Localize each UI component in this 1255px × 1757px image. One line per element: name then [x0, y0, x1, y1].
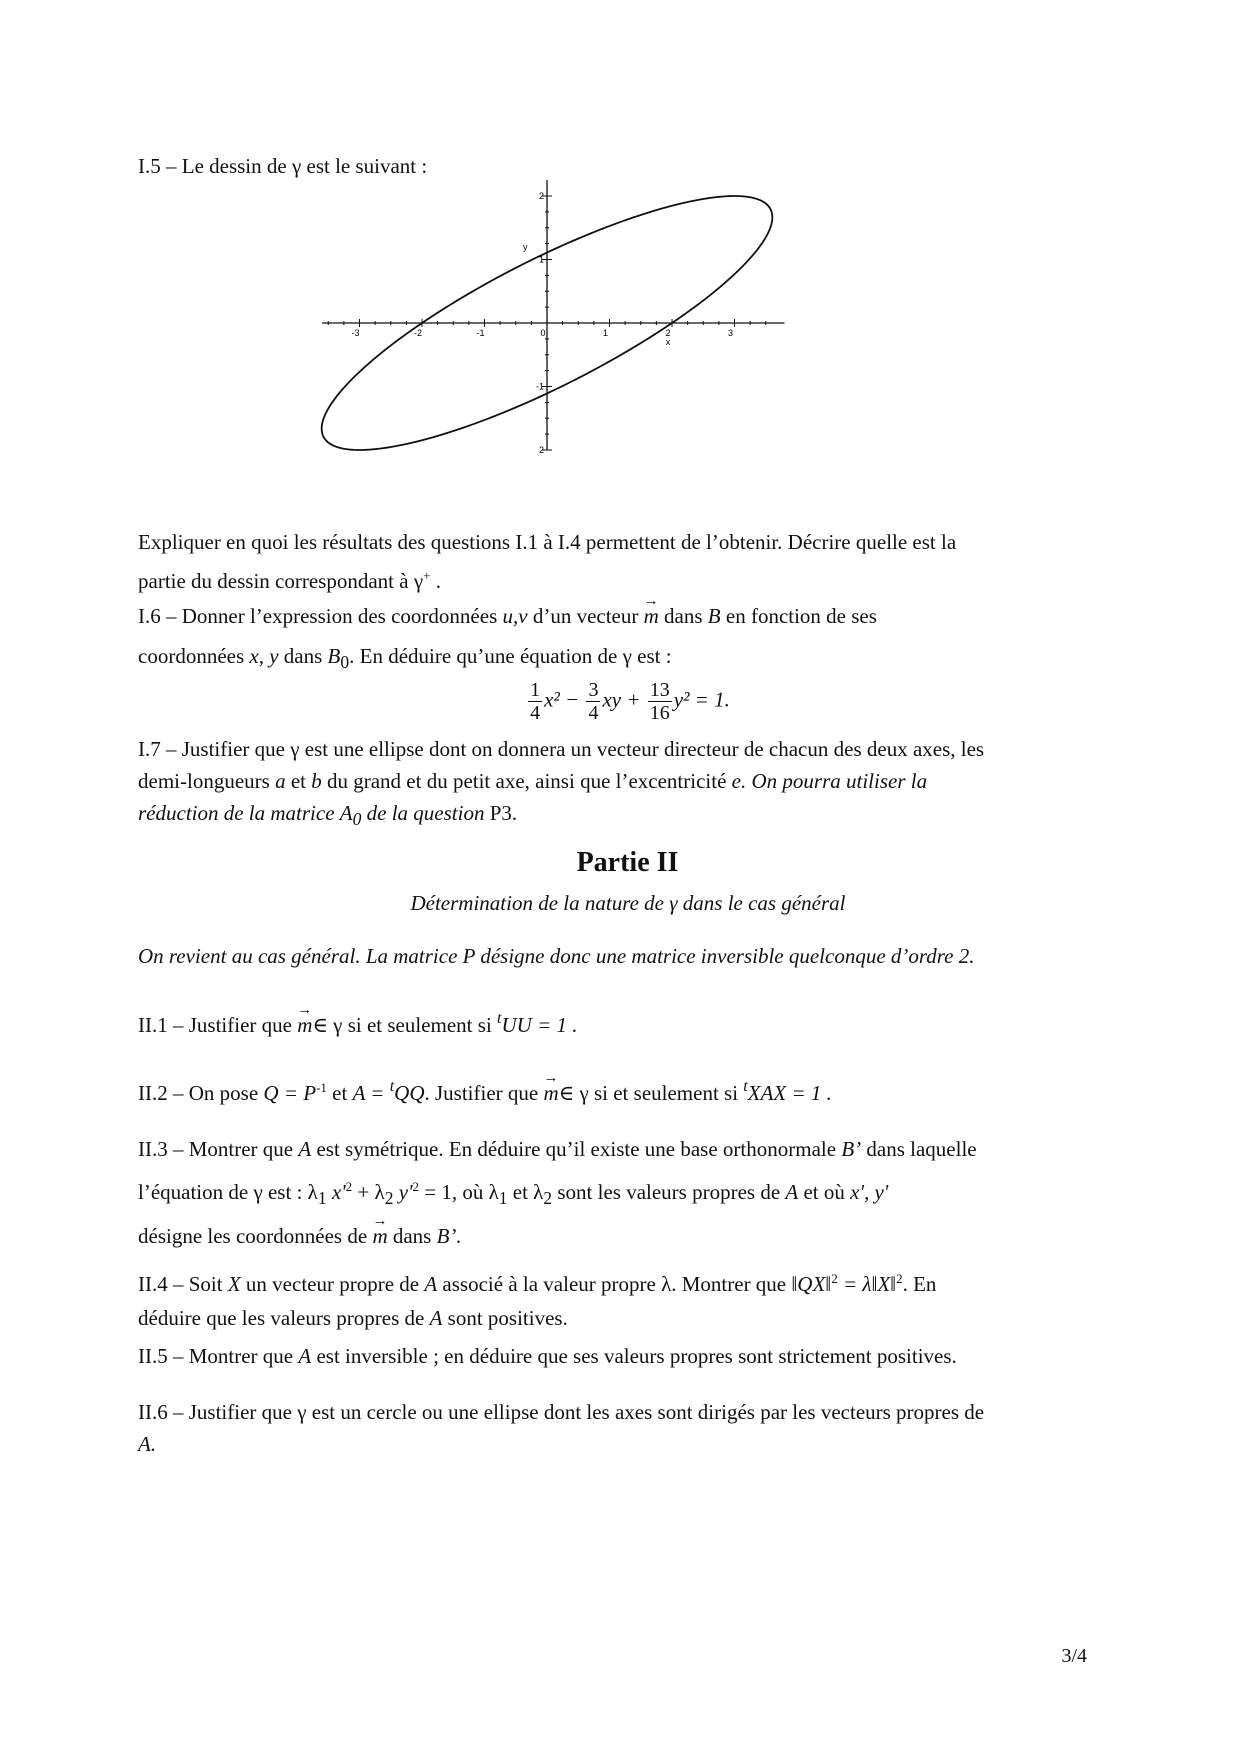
- question-i7: I.7 – Justifier que γ est une ellipse dont on donnera un vecteur directeur de chacun des deux axes, les demi-longueurs a et b du grand et du petit axe, ainsi que l’excentricité e. On pourra utiliser la réduction de la matrice $A_0$ de la question P3.: [138, 737, 985, 830]
- ellipse-figure: [351, 191, 895, 519]
- x-tick-label: 1: [602, 328, 609, 338]
- question-ii1: II.1 – Justifier que → m∈ γ si et seulement si $^t$UU = 1 .: [138, 1002, 1118, 1042]
- question-ii5: II.5 – Montrer que A est inversible ; en déduire que ses valeurs propres sont strictement positives.: [138, 1344, 957, 1368]
- y-axis-label: y: [523, 241, 528, 252]
- question-i5-label: I.5 – Le dessin de γ est le suivant :: [138, 154, 428, 178]
- question-i6: I.6 – Donner l’expression des coordonnées u,v d’un vecteur → m dans B en fonction de ses coordonnées x, y dans $B_0$. En déduire qu’une équation de γ est :: [138, 596, 1118, 682]
- x-axis-label: x: [665, 337, 671, 347]
- x-tick-label: 3: [727, 328, 734, 338]
- question-ii3: II.3 – Montrer que A est symétrique. En déduire qu’il existe une base orthonormale B’ dans laquelle l’équation de γ est : $\lambda_1$ $x'^2 + \lambda_2$ $y'^2 = 1$, où $\lambda_1$ et $\lambda_2$ sont les valeurs propres de A et où x', y' désigne les coordonnées de → m dans B’.: [138, 1130, 1118, 1255]
- x-tick-label: 2: [665, 328, 671, 338]
- x-tick-label: -3: [351, 328, 360, 338]
- x-tick-label: -2: [413, 328, 423, 338]
- i5-line1: Expliquer en quoi les résultats des questions I.1 à I.4 permettent de l’obtenir. Décrire quelle est la: [138, 530, 957, 554]
- i5-line2: partie du dessin correspondant à γ+ .: [138, 568, 441, 593]
- part-subtitle: Détermination de la nature de γ dans le cas général: [410, 891, 846, 915]
- y-tick-label: 2: [538, 445, 544, 455]
- y-tick-label: -1: [535, 381, 544, 392]
- x-tick-label: -1: [476, 328, 485, 338]
- page-number: 3/4: [1061, 1645, 1087, 1667]
- part-intro: On revient au cas général. La matrice P désigne donc une matrice inversible quelconque d’ordre 2.: [138, 944, 975, 968]
- y-tick-label: 1: [538, 254, 544, 265]
- part-title: Partie II: [576, 847, 679, 878]
- conic-equation: $\frac{1}{4}$ x² − $\frac{3}{4}$ xy + $\frac{13}{16}$ y² = 1.: [530, 679, 730, 724]
- i5-explanation: [138, 526, 1118, 598]
- question-ii2: II.2 – On pose $Q = P^{-1}$ et A = $^t$QQ. Justifier que → m∈ γ si et seulement si $^t$XAX = 1 .: [138, 1070, 1118, 1110]
- question-ii4: II.4 – Soit X un vecteur propre de A associé à la valeur propre λ. Montrer que ‖QX‖$^2$ = λ‖X‖$^2$. En déduire que les valeurs propres de A sont positives.: [138, 1271, 937, 1330]
- y-tick-label: 2: [538, 191, 544, 201]
- question-ii6: II.6 – Justifier que γ est un cercle ou une ellipse dont les axes sont dirigés par les vecteurs propres de A.: [138, 1400, 985, 1456]
- x-tick-label: 0: [540, 328, 546, 338]
